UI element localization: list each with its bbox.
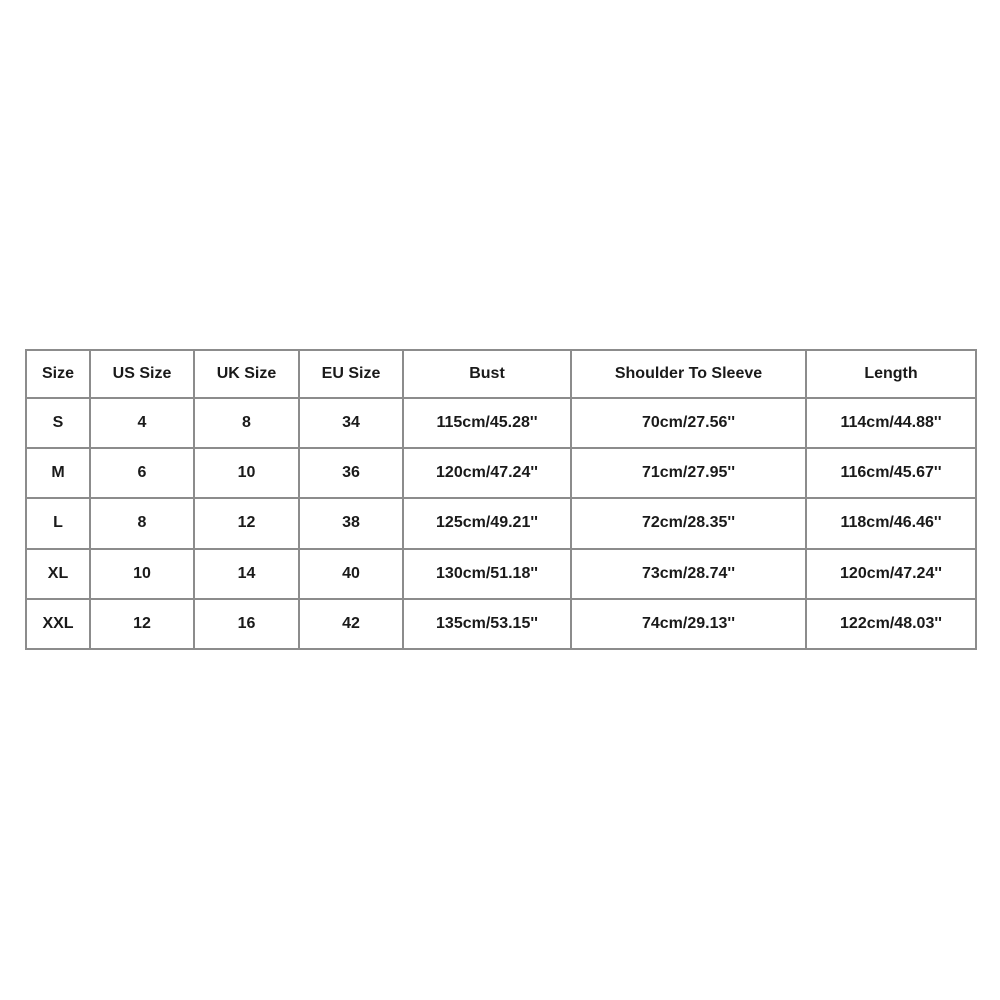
cell-length: 120cm/47.24''	[806, 549, 976, 599]
table-row	[26, 498, 976, 548]
cell-us-size: 10	[90, 549, 194, 599]
header-size: Size	[26, 350, 90, 398]
cell-uk-size: 12	[194, 498, 299, 548]
table-row	[26, 448, 976, 498]
cell-bust: 130cm/51.18''	[403, 549, 571, 599]
cell-size: S	[26, 398, 90, 448]
cell-us-size: 4	[90, 398, 194, 448]
cell-uk-size: 10	[194, 448, 299, 498]
cell-bust: 115cm/45.28''	[403, 398, 571, 448]
cell-bust: 135cm/53.15''	[403, 599, 571, 649]
cell-uk-size: 14	[194, 549, 299, 599]
cell-us-size: 12	[90, 599, 194, 649]
cell-shoulder-to-sleeve: 73cm/28.74''	[571, 549, 806, 599]
header-row	[26, 350, 976, 398]
cell-shoulder-to-sleeve: 71cm/27.95''	[571, 448, 806, 498]
cell-uk-size: 16	[194, 599, 299, 649]
cell-shoulder-to-sleeve: 74cm/29.13''	[571, 599, 806, 649]
header-shoulder-to-sleeve: Shoulder To Sleeve	[571, 350, 806, 398]
cell-shoulder-to-sleeve: 70cm/27.56''	[571, 398, 806, 448]
cell-eu-size: 40	[299, 549, 403, 599]
header-length: Length	[806, 350, 976, 398]
size-chart-table	[25, 349, 977, 650]
cell-length: 122cm/48.03''	[806, 599, 976, 649]
cell-size: L	[26, 498, 90, 548]
cell-us-size: 8	[90, 498, 194, 548]
cell-size: XL	[26, 549, 90, 599]
cell-shoulder-to-sleeve: 72cm/28.35''	[571, 498, 806, 548]
cell-eu-size: 38	[299, 498, 403, 548]
cell-length: 118cm/46.46''	[806, 498, 976, 548]
table-row	[26, 599, 976, 649]
cell-us-size: 6	[90, 448, 194, 498]
table-row	[26, 549, 976, 599]
cell-uk-size: 8	[194, 398, 299, 448]
cell-eu-size: 42	[299, 599, 403, 649]
table-row	[26, 398, 976, 448]
cell-eu-size: 34	[299, 398, 403, 448]
cell-length: 116cm/45.67''	[806, 448, 976, 498]
header-eu-size: EU Size	[299, 350, 403, 398]
header-uk-size: UK Size	[194, 350, 299, 398]
cell-size: M	[26, 448, 90, 498]
cell-eu-size: 36	[299, 448, 403, 498]
cell-length: 114cm/44.88''	[806, 398, 976, 448]
header-bust: Bust	[403, 350, 571, 398]
cell-bust: 125cm/49.21''	[403, 498, 571, 548]
header-us-size: US Size	[90, 350, 194, 398]
cell-bust: 120cm/47.24''	[403, 448, 571, 498]
cell-size: XXL	[26, 599, 90, 649]
